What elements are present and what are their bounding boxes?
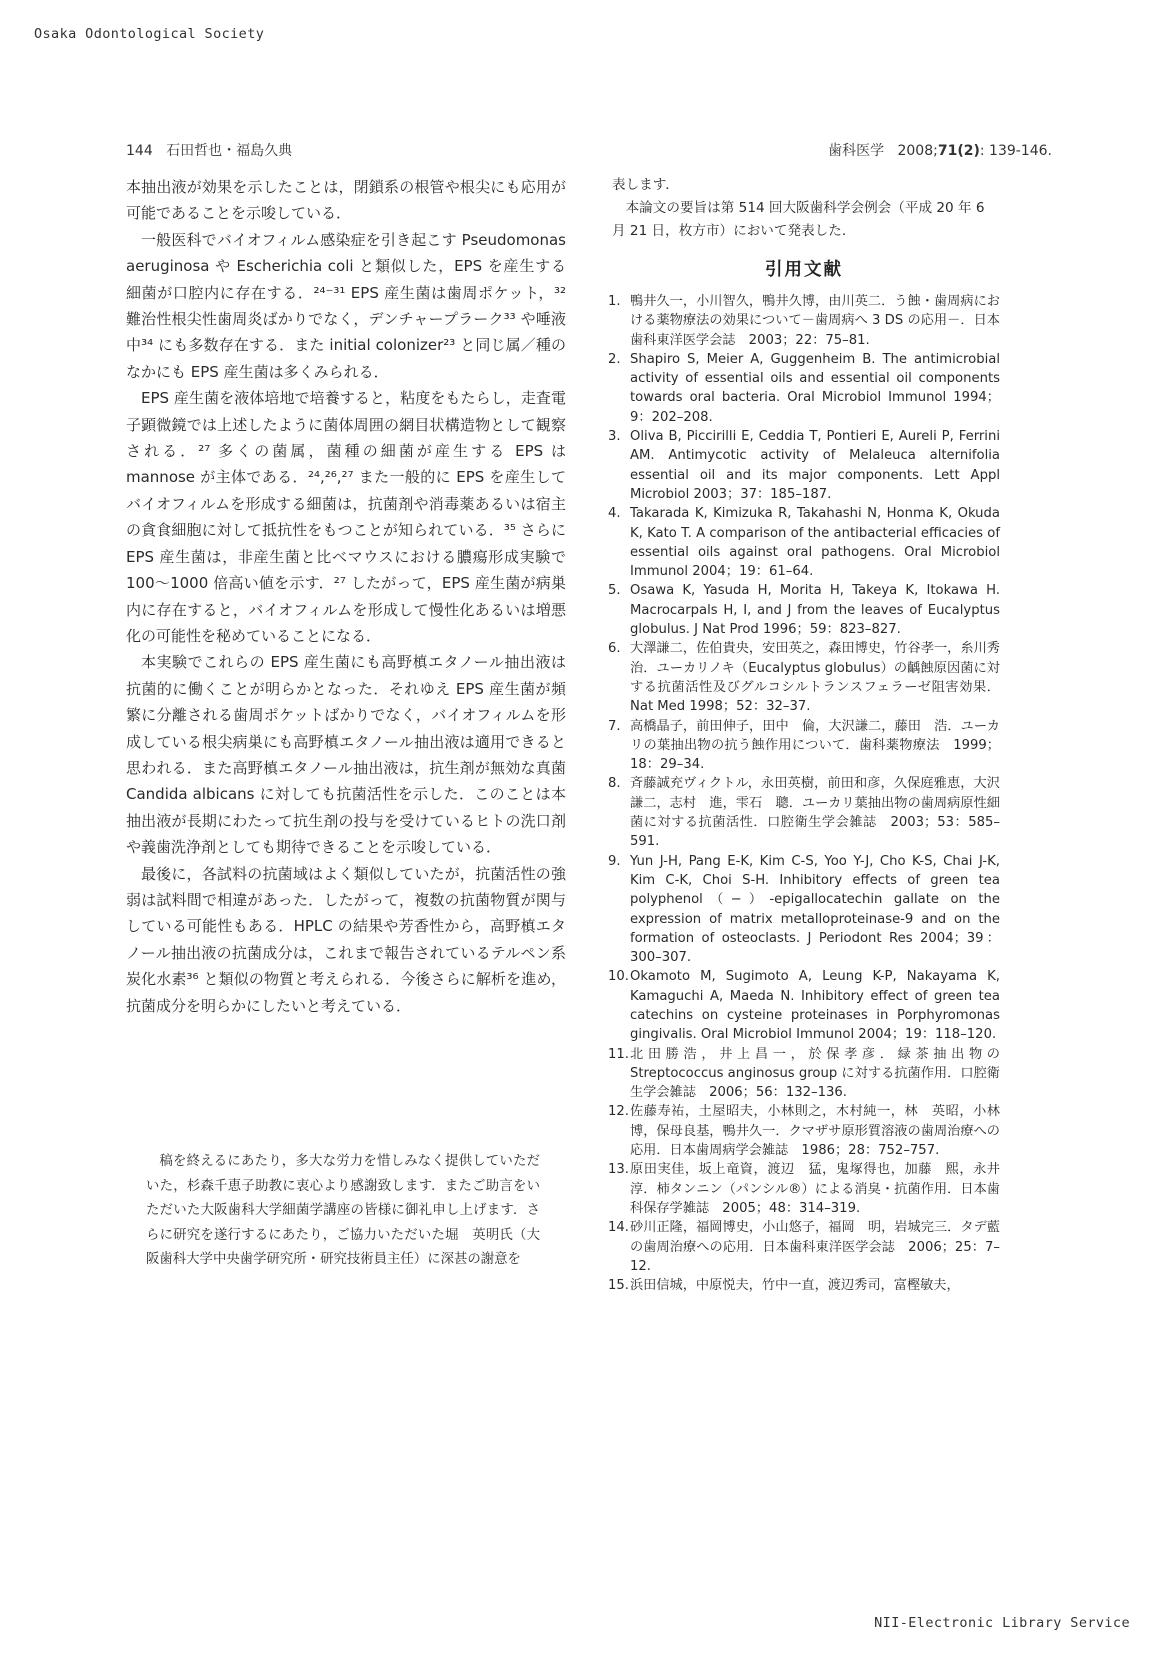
reference-item bbox=[608, 427, 1000, 504]
reference-list bbox=[608, 292, 1014, 1295]
reference-item bbox=[608, 504, 1000, 581]
body-paragraph: 本実験でこれらの EPS 産生菌にも高野槙エタノール抽出液は抗菌的に働くことが明らかとなった．それゆえ EPS 産生菌が頻繁に分離される歯周ポケットばかりでなく，バイオフィルムを形成している根尖病巣にも高野槙エタノール抽出液は適用できると思われる．また高野槙エタノール抽出液は，抗生剤が無効な真菌 Candida albicans に対しても抗菌活性を示した．このことは本抽出液が長期にわたって抗生剤の投与を受けているヒトの洗口剤や義歯洗浄剤としても期待できることを示唆している． bbox=[126, 653, 566, 857]
reference-number: 5. bbox=[608, 583, 621, 599]
journal-volume: 71 bbox=[937, 143, 958, 159]
acknowledgment-text: 稿を終えるにあたり，多大な労力を惜しみなく提供していただいた，杉森千恵子助教に衷心より感謝致します．またご助言をいただいた大阪歯科大学細菌学講座の皆様に御礼申し上げます．さらに研究を遂行するにあたり，ご協力いただいた堀 英明氏（大阪歯科大学中央歯学研究所・研究技術員主任）に深甚の謝意を bbox=[146, 1154, 540, 1268]
acknowledgment bbox=[146, 1150, 540, 1273]
reference-text: Shapiro S, Meier A, Guggenheim B. The antimicrobial activity of essential oils and essential oil components towards oral bacteria. Oral Microbiol Immunol 1994；9：202–208. bbox=[630, 351, 1000, 425]
reference-text: Oliva B, Piccirilli E, Ceddia T, Pontieri E, Aureli P, Ferrini AM. Antimycotic activity of Melaleuca alternifolia essential oil and its major components. Lett Appl Microbiol 2003；37：185–187. bbox=[630, 429, 1000, 502]
reference-item bbox=[608, 1045, 1000, 1103]
reference-item bbox=[608, 1276, 1000, 1295]
acknowledgment-continued bbox=[612, 174, 996, 243]
reference-text: Yun J-H, Pang E-K, Kim C-S, Yoo Y-J, Cho K-S, Chai J-K, Kim C-K, Choi S-H. Inhibitory effects of green tea polyphenol（−）-epigallocatechin gallate on the expression of matrix metalloproteinase-9 and on the formation of osteoclasts. J Periodont Res 2004；39：300–307. bbox=[630, 853, 1000, 966]
references-heading: 引用文献 bbox=[765, 260, 843, 280]
reference-text: 北田勝浩，井上昌一，於保孝彦．緑茶抽出物の Streptococcus anginosus group に対する抗菌作用．口腔衛生学会雑誌 2006；56：132–136. bbox=[630, 1046, 1000, 1101]
journal-pages: : 139-146. bbox=[979, 143, 1052, 159]
presentation-note: 本論文の要旨は第 514 回大阪歯科学会例会（平成 20 年 6 月 21 日，枚方市）において発表した． bbox=[612, 200, 985, 239]
reference-text: 高橋晶子，前田伸子，田中 倫，大沢謙二，藤田 浩．ユーカリの葉抽出物の抗う蝕作用について．歯科薬物療法 1999；18：29–34. bbox=[630, 718, 1000, 773]
journal-issue: (2) bbox=[957, 143, 980, 159]
journal-name: 歯科医学 bbox=[828, 143, 885, 159]
reference-number: 6. bbox=[608, 641, 621, 657]
reference-text: 大澤謙二，佐伯貴央，安田英之，森田博史，竹谷孝一，糸川秀治．ユーカリノキ（Eucalyptus globulus）の齲蝕原因菌に対する抗菌活性及びグルコシルトランスフェラーゼ阻害効果．Nat Med 1998；52：32–37. bbox=[630, 641, 1000, 715]
reference-item bbox=[608, 774, 1000, 851]
reference-number: 12. bbox=[608, 1104, 629, 1120]
running-head-right: 歯科医学 2008;71(2): 139-146. bbox=[828, 143, 1052, 159]
reference-text: 鴨井久一，小川智久，鴨井久博，由川英二．う蝕・歯周病における薬物療法の効果について－歯周病へ 3 DS の応用－．日本歯科東洋医学会誌 2003；22：75–81. bbox=[630, 294, 1000, 348]
reference-text: Okamoto M, Sugimoto A, Leung K-P, Nakayama K, Kamaguchi A, Maeda N. Inhibitory effect of green tea catechins on cysteine proteinases in Porphyromonas gingivalis. Oral Microbiol Immunol 2004；19：118–120. bbox=[630, 969, 1000, 1043]
reference-number: 1. bbox=[608, 294, 621, 309]
reference-number: 15. bbox=[608, 1278, 629, 1294]
reference-text: 佐藤寿祐，土屋昭夫，小林則之，木村純一，林 英昭，小林 博，保母良基，鴨井久一．クマザサ原形質溶液の歯周治療への応用．日本歯周病学会雑誌 1986；28：752–757. bbox=[630, 1104, 1014, 1159]
body-paragraph: 一般医科でバイオフィルム感染症を引き起こす Pseudomonas aeruginosa や Escherichia coli と類似した，EPS を産生する細菌が口腔内に存在する．²⁴⁻³¹ EPS 産生菌は歯周ポケット，³² 難治性根尖性歯周炎ばかりでなく，デンチャープラーク³³ や唾液中³⁴ にも多数存在する．また initial colonizer²³ と同じ属／種のなかにも EPS 産生菌は多くみられる． bbox=[126, 230, 566, 381]
reference-item bbox=[608, 1160, 1014, 1218]
reference-text: 原田実佳，坂上竜資，渡辺 猛，鬼塚得也，加藤 熙，永井 淳．柿タンニン（パンシル®）による消臭・抗菌作用．日本歯科保存学雑誌 2005；48：314–319. bbox=[630, 1162, 1014, 1216]
site-footer: NII-Electronic Library Service bbox=[874, 1615, 1130, 1631]
site-header: Osaka Odontological Society bbox=[34, 26, 265, 42]
reference-text: 浜田信城，中原悦夫，竹中一直，渡辺秀司，富樫敏夫， bbox=[630, 1278, 960, 1294]
reference-text: Osawa K, Yasuda H, Morita H, Takeya K, Itokawa H. Macrocarpals H, I, and J from the leaves of Eucalyptus globulus. J Nat Prod 1996；59：823–827. bbox=[630, 583, 1000, 638]
author-names: 石田哲也・福島久典 bbox=[166, 143, 293, 159]
body-paragraph: EPS 産生菌を液体培地で培養すると，粘度をもたらし，走査電子顕微鏡では上述したように菌体周囲の網目状構造物として観察される．²⁷ 多くの菌属，菌種の細菌が産生する EPS は mannose が主体である．²⁴,²⁶,²⁷ また一般的に EPS を産生してバイオフィルムを形成する細菌は，抗菌剤や消毒薬あるいは宿主の貪食細胞に対して抵抗性をもつことが知られている．³⁵ さらに EPS 産生菌は，非産生菌と比べマウスにおける膿瘍形成実験で 100〜1000 倍高い値を示す．²⁷ したがって，EPS 産生菌が病巣内に存在すると，バイオフィルムを形成して慢性化あるいは増悪化の可能性を秘めていることになる． bbox=[126, 389, 566, 645]
reference-number: 2. bbox=[608, 351, 621, 367]
reference-item bbox=[608, 717, 1000, 775]
reference-number: 10. bbox=[608, 969, 629, 985]
reference-number: 7. bbox=[608, 718, 621, 734]
body-paragraph: 本抽出液が効果を示したことは，閉鎖系の根管や根尖にも応用が可能であることを示唆している． bbox=[126, 178, 566, 223]
reference-item bbox=[608, 350, 1000, 427]
journal-year: 2008 bbox=[897, 143, 934, 159]
reference-item bbox=[608, 852, 1000, 968]
reference-number: 3. bbox=[608, 429, 621, 445]
reference-number: 13. bbox=[608, 1162, 629, 1178]
reference-item bbox=[608, 1102, 1014, 1160]
reference-item bbox=[608, 292, 1000, 350]
body-paragraph: 最後に，各試料の抗菌域はよく類似していたが，抗菌活性の強弱は試料間で相違があった．したがって，複数の抗菌物質が関与している可能性もある．HPLC の結果や芳香性から，高野槙エタノール抽出液の抗菌成分は，これまで報告されているテルペン系炭化水素³⁶ と類似の物質と考えられる．今後さらに解析を進め，抗菌成分を明らかにしたいと考えている． bbox=[126, 864, 566, 1015]
body-text-column bbox=[126, 174, 566, 1019]
reference-text: 斉藤誠充ヴィクトル，永田英樹，前田和彦，久保庭雅恵，大沢謙二，志村 進，雫石 聰．ユーカリ葉抽出物の歯周病原性細菌に対する抗菌活性．口腔衛生学会雑誌 2003；53：585–591. bbox=[630, 776, 1000, 850]
reference-number: 8. bbox=[608, 776, 621, 792]
reference-number: 11. bbox=[608, 1046, 629, 1062]
reference-text: 砂川正隆，福岡博史，小山悠子，福岡 明，岩城完三．タデ藍の歯周治療への応用．日本歯科東洋医学会誌 2006；25：7–12. bbox=[630, 1220, 1000, 1274]
reference-text: Takarada K, Kimizuka R, Takahashi N, Honma K, Okuda K, Kato T. A comparison of the antibacterial efficacies of essential oils against oral pathogens. Oral Microbiol Immunol 2004；19：61–64. bbox=[630, 506, 1000, 580]
page-number: 144 bbox=[126, 143, 153, 159]
running-head-left bbox=[126, 140, 292, 160]
acknowledgment-end: 表します． bbox=[612, 177, 679, 193]
reference-item bbox=[608, 1218, 1000, 1276]
reference-item bbox=[608, 581, 1000, 639]
reference-number: 14. bbox=[608, 1220, 629, 1236]
reference-number: 4. bbox=[608, 506, 621, 522]
reference-number: 9. bbox=[608, 853, 621, 869]
reference-item bbox=[608, 639, 1000, 716]
reference-item bbox=[608, 967, 1000, 1044]
